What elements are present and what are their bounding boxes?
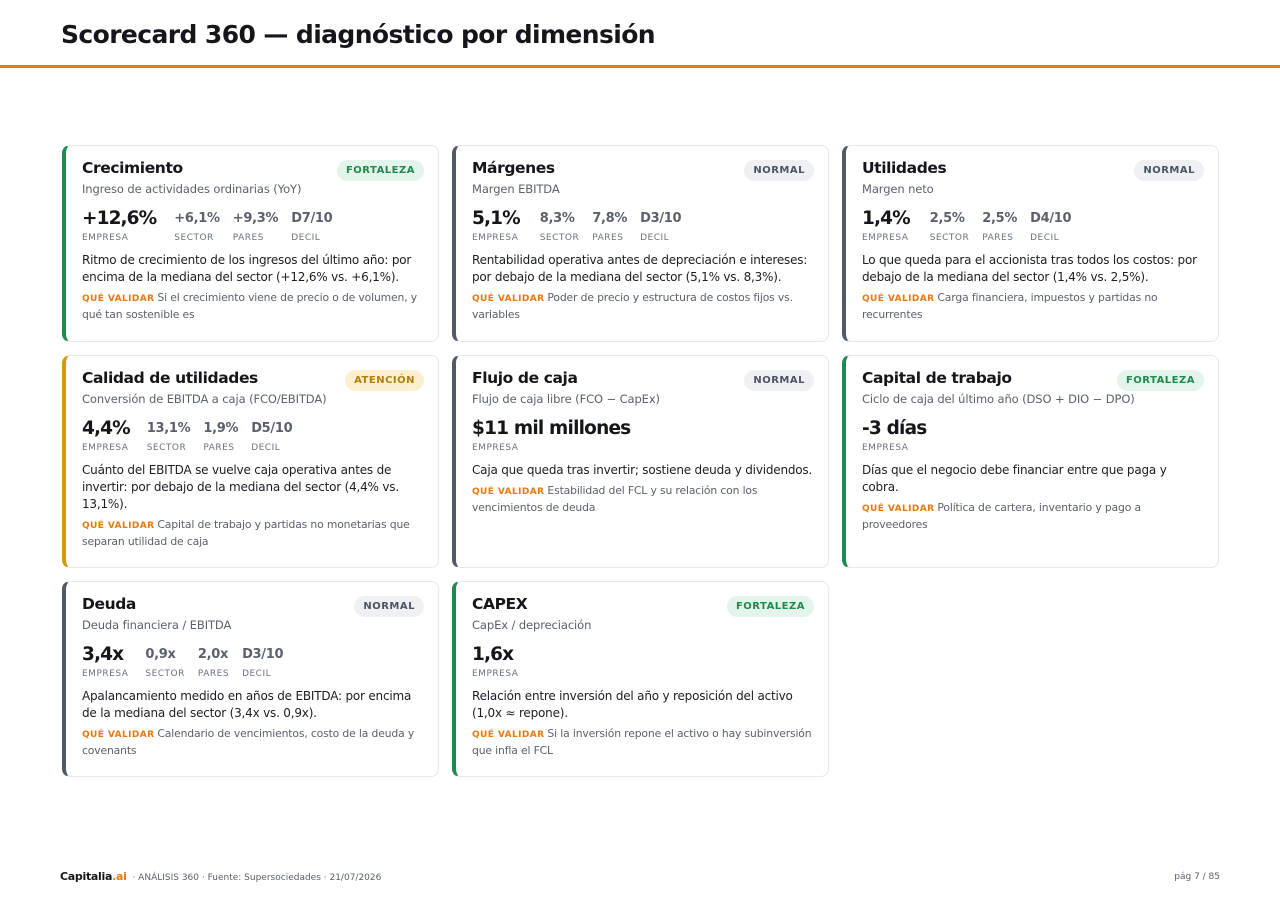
page-number: pág 7 / 85 — [1174, 872, 1220, 882]
sector-value: 0,9x — [145, 647, 176, 662]
pares-label: PARES — [982, 233, 1014, 243]
metric-decil — [291, 208, 332, 243]
metric-decil — [1030, 208, 1071, 243]
validate-tag: QUÉ VALIDAR — [472, 487, 545, 497]
sector-label: SECTOR — [539, 233, 580, 243]
metric-name: Ciclo de caja del último año (DSO + DIO − DPO) — [862, 392, 1135, 406]
page-footer — [60, 870, 1220, 886]
metric-empresa — [472, 418, 630, 453]
validate-tag: QUÉ VALIDAR — [472, 730, 545, 740]
status-badge: NORMAL — [354, 596, 424, 617]
card-calidad-utilidades — [62, 355, 439, 568]
sector-label: SECTOR — [146, 443, 187, 453]
metric-sector — [145, 644, 185, 679]
validate-note — [862, 500, 1204, 532]
validate-text: Estabilidad del FCL y su relación con los vencimientos de deuda — [472, 484, 758, 514]
metrics-row — [472, 418, 814, 456]
card-description: Relación entre inversión del año y reposición del activo (1,0x ≈ repone). — [472, 689, 793, 720]
empresa-value: 1,6x — [472, 644, 514, 665]
card-margenes — [452, 145, 829, 342]
empresa-value: 4,4% — [82, 418, 130, 439]
card-capex — [452, 581, 829, 777]
validate-tag: QUÉ VALIDAR — [472, 294, 545, 304]
status-badge: FORTALEZA — [727, 596, 814, 617]
sector-value: 8,3% — [539, 211, 575, 226]
card-utilidades — [842, 145, 1219, 342]
pares-label: PARES — [592, 233, 624, 243]
card-title: Calidad de utilidades — [82, 369, 258, 387]
pares-label: PARES — [197, 669, 230, 679]
metric-sector — [174, 208, 219, 243]
validate-text: Si la inversión repone el activo o hay subinversión que infla el FCL — [472, 727, 812, 757]
decil-label: DECIL — [242, 669, 272, 679]
validate-text: Capital de trabajo y partidas no monetarias que separan utilidad de caja — [82, 518, 410, 548]
card-description: Lo que queda para el accionista tras todos los costos: por debajo de la mediana del sector (1,4% vs. 2,5%). — [862, 253, 1197, 284]
metrics-row — [472, 208, 814, 246]
pares-label: PARES — [232, 233, 264, 243]
card-crecimiento — [62, 145, 439, 342]
decil-value: D7/10 — [291, 211, 333, 226]
brand-name: Capitalia — [60, 870, 113, 883]
status-badge: NORMAL — [744, 370, 814, 391]
validate-tag: QUÉ VALIDAR — [82, 294, 155, 304]
metric-sector — [540, 208, 580, 243]
sector-value: 13,1% — [146, 421, 191, 436]
pares-value: 7,8% — [592, 211, 628, 226]
empresa-value: -3 días — [862, 418, 927, 439]
page-header — [0, 0, 1280, 68]
pares-value: 1,9% — [203, 421, 239, 436]
validate-tag: QUÉ VALIDAR — [862, 294, 935, 304]
card-title: Márgenes — [472, 159, 555, 177]
card-title: Crecimiento — [82, 159, 183, 177]
empresa-value: 1,4% — [862, 208, 910, 229]
empresa-value: 3,4x — [82, 644, 124, 665]
metric-name: Conversión de EBITDA a caja (FCO/EBITDA) — [82, 392, 327, 406]
status-badge: FORTALEZA — [1117, 370, 1204, 391]
validate-note — [862, 290, 1204, 322]
card-capital-trabajo — [842, 355, 1219, 568]
brand-logo — [60, 870, 127, 883]
empresa-label: EMPRESA — [82, 669, 129, 679]
pares-value: 2,0x — [197, 647, 229, 662]
sector-value: 2,5% — [929, 211, 965, 226]
validate-text: Política de cartera, inventario y pago a proveedores — [862, 501, 1141, 531]
metric-name: Margen neto — [862, 182, 934, 196]
decil-value: D3/10 — [242, 647, 284, 662]
metric-sector — [930, 208, 970, 243]
validate-note — [82, 517, 424, 549]
status-badge: NORMAL — [1134, 160, 1204, 181]
sector-label: SECTOR — [174, 233, 214, 243]
metric-decil — [251, 418, 292, 453]
validate-text: Calendario de vencimientos, costo de la deuda y covenants — [82, 727, 415, 757]
brand-suffix: .ai — [112, 870, 127, 883]
metric-empresa — [862, 418, 926, 453]
metrics-row — [82, 418, 424, 456]
card-deuda — [62, 581, 439, 777]
card-title: Utilidades — [862, 159, 947, 177]
metric-pares — [203, 418, 238, 453]
card-description: Días que el negocio debe financiar entre que paga y cobra. — [862, 463, 1167, 494]
decil-value: D4/10 — [1030, 211, 1072, 226]
card-description: Rentabilidad operativa antes de depreciación e intereses: por debajo de la mediana del sector (5,1% vs. 8,3%). — [472, 253, 808, 284]
empresa-label: EMPRESA — [472, 443, 519, 453]
status-badge: NORMAL — [744, 160, 814, 181]
card-description: Caja que queda tras invertir; sostiene deuda y dividendos. — [472, 463, 813, 477]
metrics-row — [862, 418, 1204, 456]
validate-note — [472, 483, 814, 515]
metric-pares — [233, 208, 278, 243]
pares-value: +9,3% — [232, 211, 279, 226]
empresa-label: EMPRESA — [862, 233, 909, 243]
decil-label: DECIL — [251, 443, 281, 453]
footer-meta: · ANÁLISIS 360 · Fuente: Supersociedades · 21/07/2026 — [132, 873, 382, 883]
decil-value: D5/10 — [251, 421, 293, 436]
empresa-label: EMPRESA — [472, 233, 519, 243]
decil-value: D3/10 — [640, 211, 682, 226]
metric-name: Margen EBITDA — [472, 182, 560, 196]
empresa-value: $11 mil millones — [472, 418, 631, 439]
card-title: Flujo de caja — [472, 369, 578, 387]
empresa-label: EMPRESA — [82, 233, 129, 243]
validate-tag: QUÉ VALIDAR — [862, 504, 935, 514]
metric-name: Ingreso de actividades ordinarias (YoY) — [82, 182, 302, 196]
decil-label: DECIL — [1030, 233, 1060, 243]
validate-note — [82, 290, 424, 322]
metrics-row — [82, 644, 424, 682]
validate-tag: QUÉ VALIDAR — [82, 730, 155, 740]
metric-decil — [640, 208, 681, 243]
empresa-label: EMPRESA — [862, 443, 909, 453]
metric-empresa — [472, 644, 518, 679]
metric-name: Deuda financiera / EBITDA — [82, 618, 232, 632]
sector-label: SECTOR — [929, 233, 970, 243]
sector-label: SECTOR — [145, 669, 185, 679]
card-description: Cuánto del EBITDA se vuelve caja operativa antes de invertir: por debajo de la mediana del sector (4,4% vs. 13,1%). — [82, 463, 399, 511]
validate-text: Carga financiera, impuestos y partidas no recurrentes — [862, 291, 1158, 321]
decil-label: DECIL — [291, 233, 321, 243]
sector-value: +6,1% — [174, 211, 220, 226]
empresa-label: EMPRESA — [472, 669, 519, 679]
card-title: Capital de trabajo — [862, 369, 1012, 387]
card-flujo-caja — [452, 355, 829, 568]
status-badge: ATENCIÓN — [345, 370, 424, 391]
metrics-row — [82, 208, 424, 246]
validate-text: Poder de precio y estructura de costos fijos vs. variables — [472, 291, 793, 321]
empresa-label: EMPRESA — [82, 443, 129, 453]
decil-label: DECIL — [640, 233, 670, 243]
empresa-value: +12,6% — [82, 208, 157, 229]
metric-empresa — [862, 208, 910, 243]
card-title: Deuda — [82, 595, 136, 613]
validate-tag: QUÉ VALIDAR — [82, 521, 155, 531]
metric-pares — [982, 208, 1017, 243]
validate-text: Si el crecimiento viene de precio o de volumen, y qué tan sostenible es — [82, 291, 418, 321]
metric-name: CapEx / depreciación — [472, 618, 592, 632]
validate-note — [472, 726, 814, 758]
empresa-value: 5,1% — [472, 208, 520, 229]
metric-empresa — [82, 208, 156, 243]
metrics-row — [472, 644, 814, 682]
pares-value: 2,5% — [982, 211, 1018, 226]
card-title: CAPEX — [472, 595, 528, 613]
validate-note — [82, 726, 424, 758]
validate-note — [472, 290, 814, 322]
metric-empresa — [82, 644, 128, 679]
metric-decil — [242, 644, 283, 679]
status-badge: FORTALEZA — [337, 160, 424, 181]
metric-pares — [592, 208, 627, 243]
card-description: Ritmo de crecimiento de los ingresos del último año: por encima de la mediana del sector (+12,6% vs. +6,1%). — [82, 253, 412, 284]
card-description: Apalancamiento medido en años de EBITDA: por encima de la mediana del sector (3,4x vs. 0,9x). — [82, 689, 412, 720]
metric-sector — [147, 418, 191, 453]
pares-label: PARES — [203, 443, 235, 453]
metric-empresa — [472, 208, 520, 243]
metric-pares — [198, 644, 229, 679]
metrics-row — [862, 208, 1204, 246]
page-title: Scorecard 360 — diagnóstico por dimensión — [61, 20, 655, 49]
metric-name: Flujo de caja libre (FCO − CapEx) — [472, 392, 660, 406]
metric-empresa — [82, 418, 130, 453]
